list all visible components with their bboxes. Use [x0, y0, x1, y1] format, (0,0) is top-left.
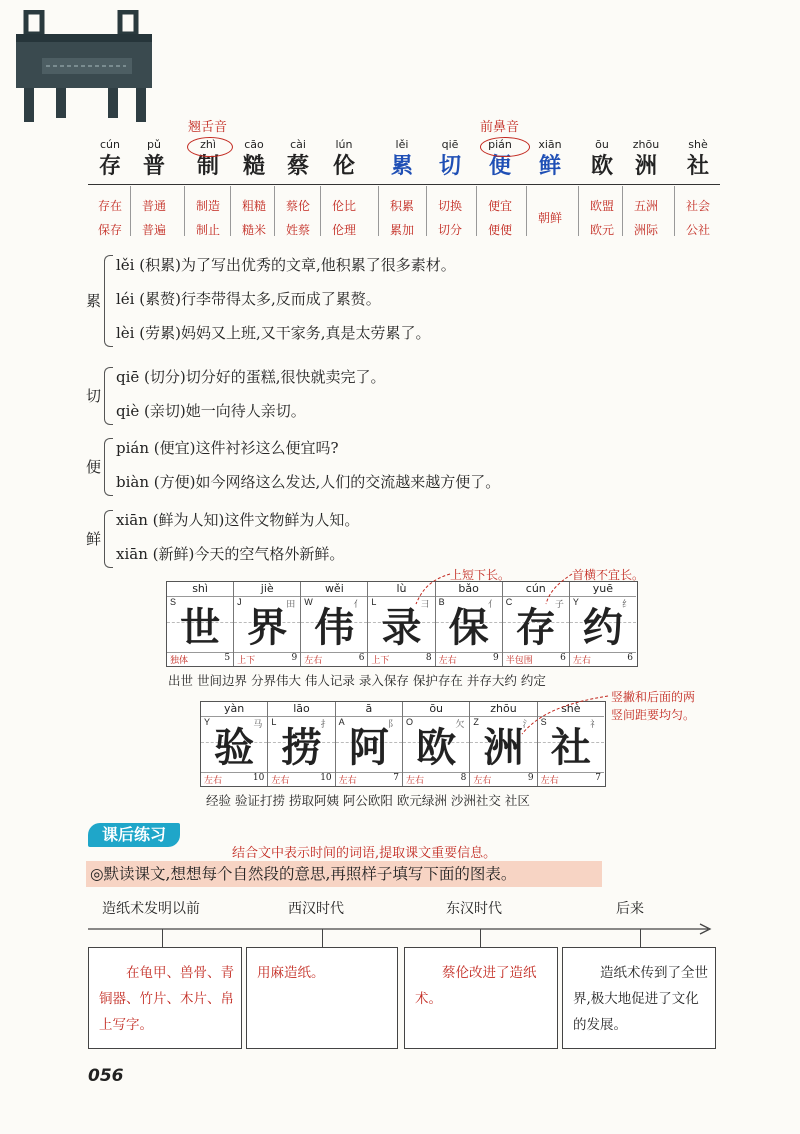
timeline-arrow [88, 923, 718, 935]
annotation-arrows [400, 570, 660, 610]
vocab-pinyin: zhōu [632, 138, 660, 151]
vocab-pinyin: pián [488, 138, 512, 151]
vocab-word: 便宜 [487, 199, 512, 213]
vocab-pinyin: lún [335, 138, 353, 151]
annotation-lu: 上短下长。 [450, 568, 511, 582]
grid-cell [201, 702, 268, 786]
vocab-column [624, 138, 668, 242]
vocab-char: 社 [686, 153, 709, 179]
vocab-word: 便便 [487, 223, 512, 237]
grid-footer [301, 652, 367, 666]
annotation-she-1: 竖撇和后面的两 [611, 690, 696, 704]
grid-footer [503, 652, 569, 666]
vocab-word: 保存 [97, 223, 122, 237]
grid-structure: 左右 [304, 656, 323, 666]
grid-char: 捞 [281, 724, 322, 771]
grid-structure: 上下 [237, 656, 256, 666]
grid-structure: 左右 [271, 776, 290, 786]
grid-radical: 礻 [589, 720, 599, 730]
grid-letter: S [170, 597, 177, 607]
grid-pinyin: wěi [301, 582, 367, 597]
grid-letter: J [237, 597, 242, 607]
vocab-word: 伦比 [331, 199, 356, 213]
grid-letter: S [540, 717, 547, 727]
grid-radical: 欠 [455, 720, 465, 730]
grid-radical: 亻 [353, 600, 363, 610]
grid-strokes: 6 [358, 653, 365, 663]
grid-cell [268, 702, 335, 786]
grid-strokes: 9 [492, 653, 499, 663]
vocab-pinyin: cāo [244, 138, 264, 151]
vocab-word: 伦理 [331, 223, 356, 237]
polyphone-sentence: xiān (鲜为人知)这件文物鲜为人知。 [116, 511, 360, 529]
grid-structure: 左右 [473, 776, 492, 786]
grid-footer [470, 772, 536, 786]
timeline-box-text: 用麻造纸。 [257, 965, 325, 981]
grid-strokes: 8 [460, 773, 467, 783]
note-retroflex: 翘舌音 [188, 120, 228, 135]
timeline-box [404, 947, 558, 1049]
grid-strokes: 6 [560, 653, 566, 663]
ding-vessel-image [12, 10, 162, 125]
polyphone-char: 鲜 [86, 530, 102, 548]
vocab-column [88, 138, 132, 242]
vocab-char: 鲜 [538, 153, 561, 179]
annotation-cun: 首横不宜长。 [572, 568, 645, 582]
exercise-instruction: ◎默读课文,想想每个自然段的意思,再照样子填写下面的图表。 [86, 861, 602, 887]
vocab-pinyin: qiē [441, 138, 459, 151]
vocab-word: 公社 [685, 223, 710, 237]
polyphone-brace [104, 367, 113, 425]
timeline-era: 造纸术发明以前 [102, 901, 200, 917]
timeline-box-text: 造纸术传到了全世界,极大地促进了文化的发展。 [573, 965, 708, 1033]
grid-cell [403, 702, 470, 786]
polyphone-sentence: lěi (积累)为了写出优秀的文章,他积累了很多素材。 [116, 256, 456, 274]
grid-pinyin: shì [167, 582, 233, 597]
vocab-word: 积累 [389, 199, 414, 213]
grid1-words: 出世 世间边界 分界伟大 伟人记录 录入保存 保护存在 并存大约 约定 [168, 673, 546, 688]
grid-structure: 左右 [338, 776, 357, 786]
grid-strokes: 6 [627, 653, 633, 663]
vocab-column [380, 138, 424, 242]
vocab-word: 普遍 [141, 223, 166, 237]
vocab-word: 欧盟 [589, 199, 614, 213]
vocab-word: 切换 [437, 199, 462, 213]
vocab-word: 朝鲜 [537, 211, 562, 225]
grid-pinyin: lāo [268, 702, 334, 717]
grid-pinyin: ōu [403, 702, 469, 717]
grid-letter: O [406, 717, 414, 727]
vocab-word: 普通 [141, 199, 166, 213]
polyphone-char: 便 [86, 458, 102, 476]
column-separator [426, 186, 427, 236]
grid-footer [368, 652, 434, 666]
grid-footer [201, 772, 267, 786]
grid-structure: 左右 [540, 776, 559, 786]
vocab-word: 蔡伦 [285, 199, 310, 213]
annotation-arrow-she [500, 690, 620, 740]
polyphone-brace [104, 438, 113, 496]
grid-pinyin: bǎo [436, 582, 502, 597]
timeline-box [88, 947, 242, 1049]
vocab-pinyin: cài [290, 138, 306, 151]
grid-char: 保 [448, 604, 489, 651]
grid-cell [234, 582, 301, 666]
header-divider [88, 184, 720, 185]
grid-strokes: 9 [527, 773, 534, 783]
grid-radical: 田 [286, 600, 296, 610]
vocab-char: 伦 [332, 153, 355, 179]
grid-pinyin: ā [336, 702, 402, 717]
grid-footer [167, 652, 233, 666]
circle-mark-pian [480, 137, 530, 157]
vocab-word: 洲际 [633, 223, 658, 237]
vocab-column [428, 138, 472, 242]
vocab-word: 存在 [97, 199, 122, 213]
grid-footer [570, 652, 636, 666]
polyphone-sentence: qiē (切分)切分好的蛋糕,很快就卖完了。 [116, 368, 386, 386]
vocab-char: 制 [196, 153, 219, 179]
vocab-pinyin: ōu [595, 138, 609, 151]
grid-char: 欧 [416, 724, 457, 771]
grid-pinyin: jiè [234, 582, 300, 597]
grid-letter: Y [572, 597, 579, 607]
grid-pinyin: cún [503, 582, 569, 597]
grid-radical: 阝 [387, 720, 397, 730]
grid-char: 世 [180, 604, 221, 651]
grid-structure: 上下 [371, 656, 390, 666]
vocab-char: 累 [390, 153, 413, 179]
grid-cell [301, 582, 368, 666]
grid-structure: 半包围 [505, 656, 533, 666]
grid-footer [403, 772, 469, 786]
timeline-era: 后来 [616, 901, 644, 917]
grid-char: 社 [550, 724, 591, 771]
vocab-column [276, 138, 320, 242]
vocab-char: 切 [438, 153, 461, 179]
vocab-word: 糙米 [241, 223, 266, 237]
grid-footer [234, 652, 300, 666]
polyphone-sentence: léi (累赘)行李带得太多,反而成了累赘。 [116, 290, 381, 308]
grid-pinyin: lù [368, 582, 434, 597]
timeline-box-text: 在龟甲、兽骨、青铜器、竹片、木片、帛上写字。 [99, 965, 234, 1033]
grid-radical: 彐 [420, 600, 430, 610]
exercise-tag: 课后练习 [88, 823, 180, 847]
grid-structure: 左右 [204, 776, 223, 786]
grid-letter: L [271, 717, 277, 727]
grid-pinyin: yuē [570, 582, 636, 597]
grid-radical: 氵 [522, 720, 532, 730]
grid-letter: Z [473, 717, 479, 727]
grid-radical: 扌 [320, 720, 330, 730]
polyphone-brace [104, 255, 113, 347]
polyphone-sentence: biàn (方便)如今网络这么发达,人们的交流越来越方便了。 [116, 473, 501, 491]
grid-footer [268, 772, 334, 786]
vocab-word: 切分 [437, 223, 462, 237]
grid-pinyin: yàn [201, 702, 267, 717]
grid-char: 存 [515, 604, 556, 651]
column-separator [130, 186, 131, 236]
grid-pinyin: shè [538, 702, 604, 717]
grid-letter: Y [204, 717, 211, 727]
vocab-pinyin: xiān [538, 138, 562, 151]
grid-strokes: 10 [320, 773, 332, 783]
exercise-hint: 结合文中表示时间的词语,提取课文重要信息。 [232, 846, 497, 861]
vocab-column [132, 138, 176, 242]
grid-letter: C [505, 597, 513, 607]
vocab-column [580, 138, 624, 242]
grid-strokes: 9 [291, 653, 298, 663]
vocab-word: 制止 [195, 223, 220, 237]
column-separator [320, 186, 321, 236]
grid-structure: 左右 [572, 656, 591, 666]
column-separator [674, 186, 675, 236]
polyphone-char: 切 [86, 387, 102, 405]
timeline-box [246, 947, 398, 1049]
grid-cell [167, 582, 234, 666]
polyphone-sentence: pián (便宜)这件衬衫这么便宜吗? [116, 439, 339, 457]
grid-structure: 独体 [170, 656, 189, 666]
column-separator [378, 186, 379, 236]
vocab-column [676, 138, 720, 242]
grid-radical: 子 [554, 600, 564, 610]
note-front-nasal: 前鼻音 [480, 120, 520, 135]
grid-char: 验 [214, 724, 255, 771]
grid-radical: 马 [253, 720, 263, 730]
grid-strokes: 7 [393, 773, 399, 783]
timeline-box-text: 蔡伦改进了造纸术。 [415, 965, 537, 1007]
grid-strokes: 5 [224, 653, 231, 663]
grid-letter: L [371, 597, 377, 607]
grid-char: 洲 [483, 724, 524, 771]
vocab-char: 欧 [590, 153, 613, 179]
polyphone-sentence: xiān (新鲜)今天的空气格外新鲜。 [116, 545, 345, 563]
grid-strokes: 10 [252, 773, 265, 783]
grid-char: 界 [247, 604, 288, 651]
page-number: 056 [88, 1066, 124, 1086]
polyphone-sentence: lèi (劳累)妈妈又上班,又干家务,真是太劳累了。 [116, 324, 431, 342]
polyphone-brace [104, 510, 113, 568]
column-separator [230, 186, 231, 236]
vocab-char: 普 [142, 153, 165, 179]
vocab-char: 蔡 [286, 153, 309, 179]
grid-char: 录 [381, 604, 422, 651]
grid-letter: W [304, 597, 313, 607]
vocab-word: 社会 [685, 199, 710, 213]
grid-pinyin: zhōu [470, 702, 536, 717]
grid-letter: A [338, 717, 345, 727]
column-separator [274, 186, 275, 236]
annotation-she-2: 竖间距要均匀。 [611, 708, 696, 722]
grid-char: 伟 [314, 604, 355, 651]
grid-footer [436, 652, 502, 666]
vocab-word: 累加 [389, 223, 414, 237]
timeline-era: 西汉时代 [288, 901, 344, 917]
grid-structure: 左右 [406, 776, 425, 786]
grid-strokes: 7 [595, 773, 601, 783]
grid-footer [336, 772, 402, 786]
vocab-char: 洲 [634, 153, 657, 179]
vocab-word: 粗糙 [241, 199, 266, 213]
timeline-box [562, 947, 716, 1049]
grid-char: 约 [582, 604, 623, 651]
vocab-column [322, 138, 366, 242]
vocab-pinyin: zhì [200, 138, 216, 151]
vocab-char: 存 [98, 153, 121, 179]
grid-cell [336, 702, 403, 786]
grid-char: 阿 [348, 724, 389, 771]
vocab-pinyin: cún [100, 138, 120, 151]
column-separator [184, 186, 185, 236]
vocab-pinyin: shè [688, 138, 708, 151]
grid-structure: 左右 [438, 656, 457, 666]
polyphone-char: 累 [86, 292, 102, 310]
grid-footer [538, 772, 604, 786]
vocab-word: 欧元 [589, 223, 614, 237]
vocab-word: 五洲 [633, 199, 658, 213]
column-separator [578, 186, 579, 236]
vocab-char: 糙 [242, 153, 265, 179]
vocab-word: 制造 [195, 199, 220, 213]
polyphone-sentence: qiè (亲切)她一向待人亲切。 [116, 402, 306, 420]
vocab-pinyin: lěi [395, 138, 409, 151]
vocab-word: 姓蔡 [285, 223, 310, 237]
grid-radical: 纟 [621, 600, 631, 610]
timeline-era: 东汉时代 [446, 901, 502, 917]
vocab-pinyin: pǔ [147, 138, 161, 151]
column-separator [476, 186, 477, 236]
grid-strokes: 8 [425, 653, 432, 663]
column-separator [526, 186, 527, 236]
grid-letter: B [438, 597, 445, 607]
vocab-column [232, 138, 276, 242]
grid-radical: 亻 [487, 600, 497, 610]
column-separator [622, 186, 623, 236]
grid2-words: 经验 验证打捞 捞取阿姨 阿公欧阳 欧元绿洲 沙洲社交 社区 [206, 793, 530, 808]
circle-mark-zhi [187, 137, 233, 157]
vocab-char: 便 [488, 153, 511, 179]
